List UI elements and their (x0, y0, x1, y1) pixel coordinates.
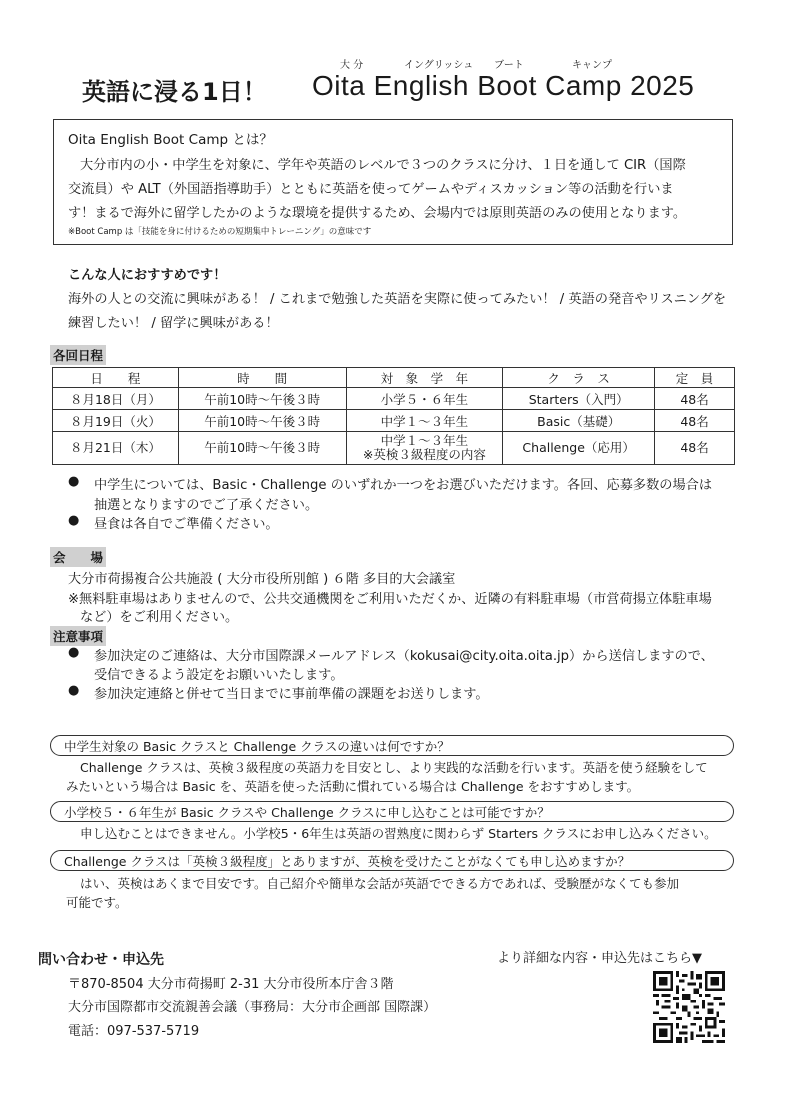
contact-address: 〒870-8504 大分市荷揚町 2-31 大分市役所本庁舎３階 (68, 977, 394, 992)
intro-line: す！まるで海外に留学したかのような環境を提供するため、会場内では原則英語のみの使用となります。 (68, 206, 687, 221)
schedule-header-row (53, 368, 735, 388)
table-row (53, 410, 735, 432)
cell-capacity: 48名 (655, 432, 735, 465)
cell-grade: 小学５・６年生 (346, 388, 503, 410)
intro-heading: Oita English Boot Camp とは？ (68, 132, 273, 148)
schedule-heading: 各回日程 (50, 345, 106, 365)
cell-grade-sub: ※英検３級程度の内容 (362, 447, 486, 462)
cell-time: 午前10時〜午後３時 (178, 410, 346, 432)
venue-line: 大分市荷揚複合公共施設 ( 大分市役所別館 ) ６階 多目的大会議室 (68, 572, 456, 587)
schedule-note: 昼食は各自でご準備ください。 (94, 517, 279, 532)
bullet-icon: ● (68, 645, 80, 660)
table-row (53, 432, 735, 465)
cell-capacity: 48名 (655, 388, 735, 410)
col-header-date: 日 程 (53, 368, 179, 388)
title-english: Oita English Boot Camp 2025 (312, 70, 695, 101)
bullet-icon: ● (68, 683, 80, 698)
schedule-note: 抽選となりますのでご了承ください。 (94, 498, 319, 513)
recommend-line: 練習したい！ / 留学に興味がある！ (68, 316, 279, 331)
more-info-label: より詳細な内容・申込先はこちら▼ (497, 951, 702, 966)
contact-heading: 問い合わせ・申込先 (38, 952, 164, 968)
cell-grade (346, 432, 503, 465)
notes-line: 参加決定のご連絡は、大分市国際課メールアドレス（kokusai@city.oita.oita.jp）から送信しますので、 (94, 649, 714, 664)
cell-class: Challenge（応用） (503, 432, 655, 465)
intro-line: 交流員）や ALT（外国語指導助手）とともに英語を使ってゲームやディスカッション等の活動を行いま (68, 182, 674, 197)
qr-code-icon[interactable] (653, 971, 725, 1043)
venue-line: など）をご利用ください。 (80, 610, 239, 625)
cell-capacity: 48名 (655, 410, 735, 432)
notes-heading: 注意事項 (50, 626, 106, 646)
venue-line: ※無料駐車場はありませんので、公共交通機関をご利用いただくか、近隣の有料駐車場（市営荷揚立体駐車場 (68, 592, 712, 607)
col-header-grade: 対 象 学 年 (346, 368, 503, 388)
cell-grade: 中学１〜３年生 (346, 410, 503, 432)
ruby-boot: ブート (494, 60, 524, 71)
intro-note: ※Boot Camp は「技能を身に付けるための短期集中トレーニング」の意味です (68, 227, 372, 237)
recommend-line: 海外の人との交流に興味がある！ / これまで勉強した英語を実際に使ってみたい！ / 英語の発音やリスニングを (68, 292, 727, 307)
notes-line: 参加決定連絡と併せて当日までに事前準備の課題をお送りします。 (94, 687, 489, 702)
faq-question: 小学校５・６年生が Basic クラスや Challenge クラスに申し込むことは可能ですか？ (64, 805, 550, 820)
contact-phone: 電話：097-537-5719 (68, 1024, 200, 1039)
faq-answer: Challenge クラスは、英検３級程度の英語力を目安とし、より実践的な活動を行います。英語を使う経験をして (80, 760, 708, 775)
col-header-class: ク ラ ス (503, 368, 655, 388)
cell-date: ８月21日（木） (53, 432, 179, 465)
col-header-capacity: 定 員 (655, 368, 735, 388)
ruby-english: イングリッシュ (404, 60, 474, 71)
contact-organization: 大分市国際都市交流親善会議（事務局：大分市企画部 国際課） (68, 1000, 437, 1015)
cell-date: ８月19日（火） (53, 410, 179, 432)
notes-line: 受信できるよう設定をお願いいたします。 (94, 668, 344, 683)
faq-question: 中学生対象の Basic クラスと Challenge クラスの違いは何ですか？ (64, 739, 450, 754)
venue-heading: 会 場 (50, 547, 106, 567)
faq-answer: みたいという場合は Basic を、英語を使った活動に慣れている場合は Challenge をおすすめします。 (66, 779, 640, 794)
bullet-icon: ● (68, 474, 80, 489)
bullet-icon: ● (68, 513, 80, 528)
cell-time: 午前10時〜午後３時 (178, 388, 346, 410)
faq-question: Challenge クラスは「英検３級程度」とありますが、英検を受けたことがなくても申し込めますか？ (64, 854, 631, 869)
ruby-oita: 大 分 (340, 60, 364, 71)
faq-answer: はい、英検はあくまで目安です。自己紹介や簡単な会話が英語でできる方であれば、受験歴がなくても参加 (80, 876, 680, 891)
faq-answer: 可能です。 (66, 895, 128, 910)
col-header-time: 時 間 (178, 368, 346, 388)
title-japanese: 英語に浸る1日！ (82, 78, 267, 106)
cell-grade-main: 中学１〜３年生 (380, 433, 469, 449)
intro-line: 大分市内の小・中学生を対象に、学年や英語のレベルで３つのクラスに分け、１日を通して CIR（国際 (80, 158, 686, 173)
ruby-camp: キャンプ (572, 60, 612, 71)
recommend-heading: こんな人におすすめです！ (68, 268, 227, 283)
schedule-table (52, 367, 735, 465)
table-row (53, 388, 735, 410)
cell-class: Basic（基礎） (503, 410, 655, 432)
cell-date: ８月18日（月） (53, 388, 179, 410)
faq-answer: 申し込むことはできません。小学校5・6年生は英語の習熟度に関わらず Starters クラスにお申し込みください。 (80, 826, 717, 841)
schedule-note: 中学生については、Basic・Challenge のいずれか一つをお選びいただけます。各回、応募多数の場合は (94, 478, 713, 493)
cell-time: 午前10時〜午後３時 (178, 432, 346, 465)
cell-class: Starters（入門） (503, 388, 655, 410)
